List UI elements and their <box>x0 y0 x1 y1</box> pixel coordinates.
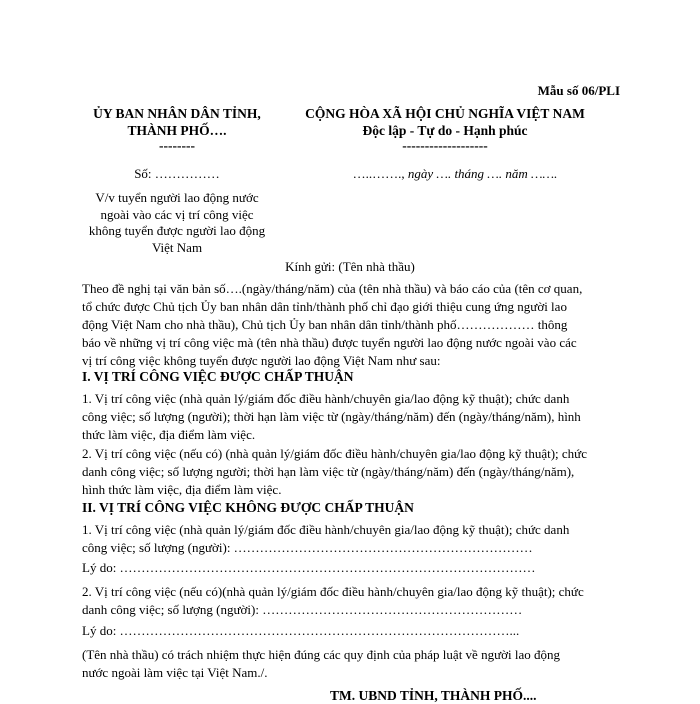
section2-reason1: Lý do: …………………………………………………………………………………… <box>82 560 536 575</box>
section2-item1 <box>82 521 618 557</box>
agency-header <box>82 105 272 152</box>
national-divider: ------------------- <box>402 138 488 153</box>
item-line: hình thức làm việc, địa điểm làm việc. <box>82 482 282 497</box>
date-prefix: …..……., <box>352 166 405 181</box>
closing-paragraph <box>82 646 618 682</box>
form-code: Mẫu số 06/PLI <box>537 83 620 98</box>
item-line: thức làm việc, địa điểm làm việc. <box>82 427 256 442</box>
section2-reason2: Lý do: ………………………………………………………………………………... <box>82 623 520 638</box>
section1-title: I. VỊ TRÍ CÔNG VIỆC ĐƯỢC CHẤP THUẬN <box>82 369 354 384</box>
document-number: Số: …………… <box>134 166 220 181</box>
item-line: 1. Vị trí công việc (nhà quản lý/giám đốc điều hành/chuyên gia/lao động kỹ thuật); chức danh <box>82 391 570 406</box>
agency-divider: -------- <box>159 138 195 153</box>
item-line: danh công việc; số lượng (người): …………………………………………………… <box>82 602 523 617</box>
agency-line1: ỦY BAN NHÂN DÂN TỈNH, <box>93 106 261 121</box>
intro-line: Theo đề nghị tại văn bản số….(ngày/tháng/năm) của (tên nhà thầu) và báo cáo của (tên cơ quan, <box>82 281 583 296</box>
section1-item2 <box>82 445 618 499</box>
subject-line: V/v tuyển người lao động nước <box>95 190 259 205</box>
item-line: 1. Vị trí công việc (nhà quản lý/giám đốc điều hành/chuyên gia/lao động kỹ thuật); chức danh <box>82 522 570 537</box>
item-line: công việc; số lượng (người): …………………………………………………………… <box>82 540 533 555</box>
closing-line: (Tên nhà thầu) có trách nhiệm thực hiện đúng các quy định của pháp luật về người lao động <box>82 647 560 662</box>
subject-line: ngoài vào các vị trí công việc <box>100 206 254 222</box>
agency-line2: THÀNH PHỐ…. <box>127 123 227 138</box>
national-motto: Độc lập - Tự do - Hạnh phúc <box>362 123 528 138</box>
intro-line: vị trí công việc không tuyển được người lao động Việt Nam như sau: <box>82 353 441 368</box>
intro-paragraph <box>82 280 618 370</box>
section2-title: II. VỊ TRÍ CÔNG VIỆC KHÔNG ĐƯỢC CHẤP THUẬN <box>82 500 414 515</box>
signature-header: TM. UBND TỈNH, THÀNH PHỐ.... <box>330 688 537 703</box>
subject-line: Việt Nam <box>151 239 203 255</box>
intro-line: tổ chức được Chủ tịch Ủy ban nhân dân tỉnh/thành phố chỉ đạo giới thiệu cung ứng người lao <box>82 299 567 314</box>
document-date <box>290 166 620 182</box>
national-title: CỘNG HÒA XÃ HỘI CHỦ NGHĨA VIỆT NAM <box>305 106 585 121</box>
document-subject <box>82 190 272 256</box>
item-line: công việc; số lượng (người); thời hạn làm việc từ (ngày/tháng/năm) đến (ngày/tháng/năm), hình <box>82 409 581 424</box>
item-line: danh công việc; số lượng người; thời hạn làm việc từ (ngày/tháng/năm) đến (ngày/tháng/năm), <box>82 464 575 479</box>
item-line: 2. Vị trí công việc (nếu có) (nhà quản lý/giám đốc điều hành/chuyên gia/lao động kỹ thuật); chức <box>82 446 587 461</box>
intro-line: báo về những vị trí công việc mà (tên nhà thầu) được tuyển người lao động nước ngoài vào các <box>82 335 577 350</box>
intro-line: động Việt Nam cho nhà thầu), Chủ tịch Ủy ban nhân dân tỉnh/thành phố……………… thông <box>82 317 568 332</box>
section1-item1 <box>82 390 618 444</box>
subject-line: không tuyển được người lao động <box>88 223 266 238</box>
item-line: 2. Vị trí công việc (nếu có)(nhà quản lý/giám đốc điều hành/chuyên gia/lao động kỹ thuật); chức <box>82 584 584 599</box>
salutation: Kính gửi: (Tên nhà thầu) <box>285 259 415 274</box>
section2-item2 <box>82 583 618 619</box>
date-body: ngày …. tháng …. năm ……. <box>407 166 558 181</box>
national-header <box>280 105 610 152</box>
closing-line: nước ngoài làm việc tại Việt Nam./. <box>82 665 268 680</box>
